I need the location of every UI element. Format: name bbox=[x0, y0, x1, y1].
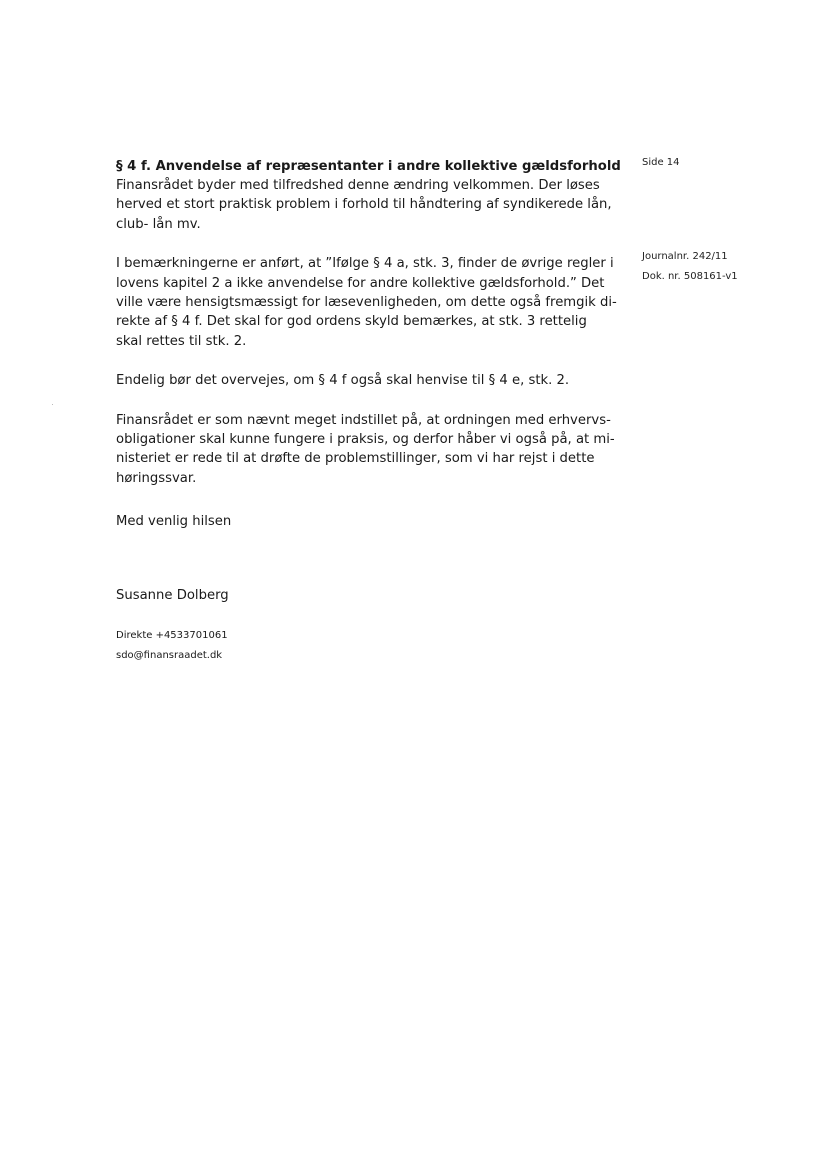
paragraph-line: Finansrådet er som nævnt meget indstillet på, at ordningen med erhvervs- bbox=[116, 412, 611, 428]
remarks-paragraph bbox=[116, 254, 616, 351]
document-number: Dok. nr. 508161-v1 bbox=[642, 271, 738, 282]
paragraph-line: club- lån mv. bbox=[116, 216, 201, 232]
paragraph-line: ville være hensigtsmæssigt for læsevenligheden, om dette også fremgik di- bbox=[116, 295, 617, 311]
scan-speck bbox=[52, 404, 53, 405]
journal-number: Journalnr. 242/11 bbox=[642, 251, 728, 262]
contact-phone: Direkte +4533701061 bbox=[116, 630, 228, 641]
greeting: Med venlig hilsen bbox=[116, 514, 232, 529]
closing-paragraph bbox=[116, 411, 616, 489]
letter-body bbox=[116, 157, 621, 488]
paragraph-line: lovens kapitel 2 a ikke anvendelse for andre kollektive gældsforhold.” Det bbox=[116, 275, 605, 291]
contact-email: sdo@finansraadet.dk bbox=[116, 650, 223, 661]
section-heading: § 4 f. Anvendelse af repræsentanter i andre kollektive gældsforhold bbox=[116, 159, 621, 174]
paragraph-line: skal rettes til stk. 2. bbox=[116, 333, 247, 349]
paragraph-line: obligationer skal kunne fungere i praksis, og derfor håber vi også på, at mi- bbox=[116, 432, 615, 448]
paragraph-line: rekte af § 4 f. Det skal for god ordens skyld bemærkes, at stk. 3 rettelig bbox=[116, 314, 587, 330]
paragraph-line: I bemærkningerne er anført, at ”Ifølge § 4 a, stk. 3, finder de øvrige regler i bbox=[116, 256, 614, 272]
paragraph-line: Endelig bør det overvejes, om § 4 f også skal henvise til § 4 e, stk. 2. bbox=[116, 373, 570, 389]
intro-paragraph bbox=[116, 176, 616, 234]
page-number: Side 14 bbox=[642, 157, 680, 168]
paragraph-line: nisteriet er rede til at drøfte de problemstillinger, som vi har rejst i dette bbox=[116, 451, 595, 467]
paragraph-line: Finansrådet byder med tilfredshed denne ændring velkommen. Der løses bbox=[116, 178, 600, 193]
consider-paragraph bbox=[116, 371, 616, 390]
paragraph-line: høringssvar. bbox=[116, 470, 197, 486]
signatory-name: Susanne Dolberg bbox=[116, 588, 229, 603]
paragraph-line: herved et stort praktisk problem i forhold til håndtering af syndikerede lån, bbox=[116, 197, 612, 213]
